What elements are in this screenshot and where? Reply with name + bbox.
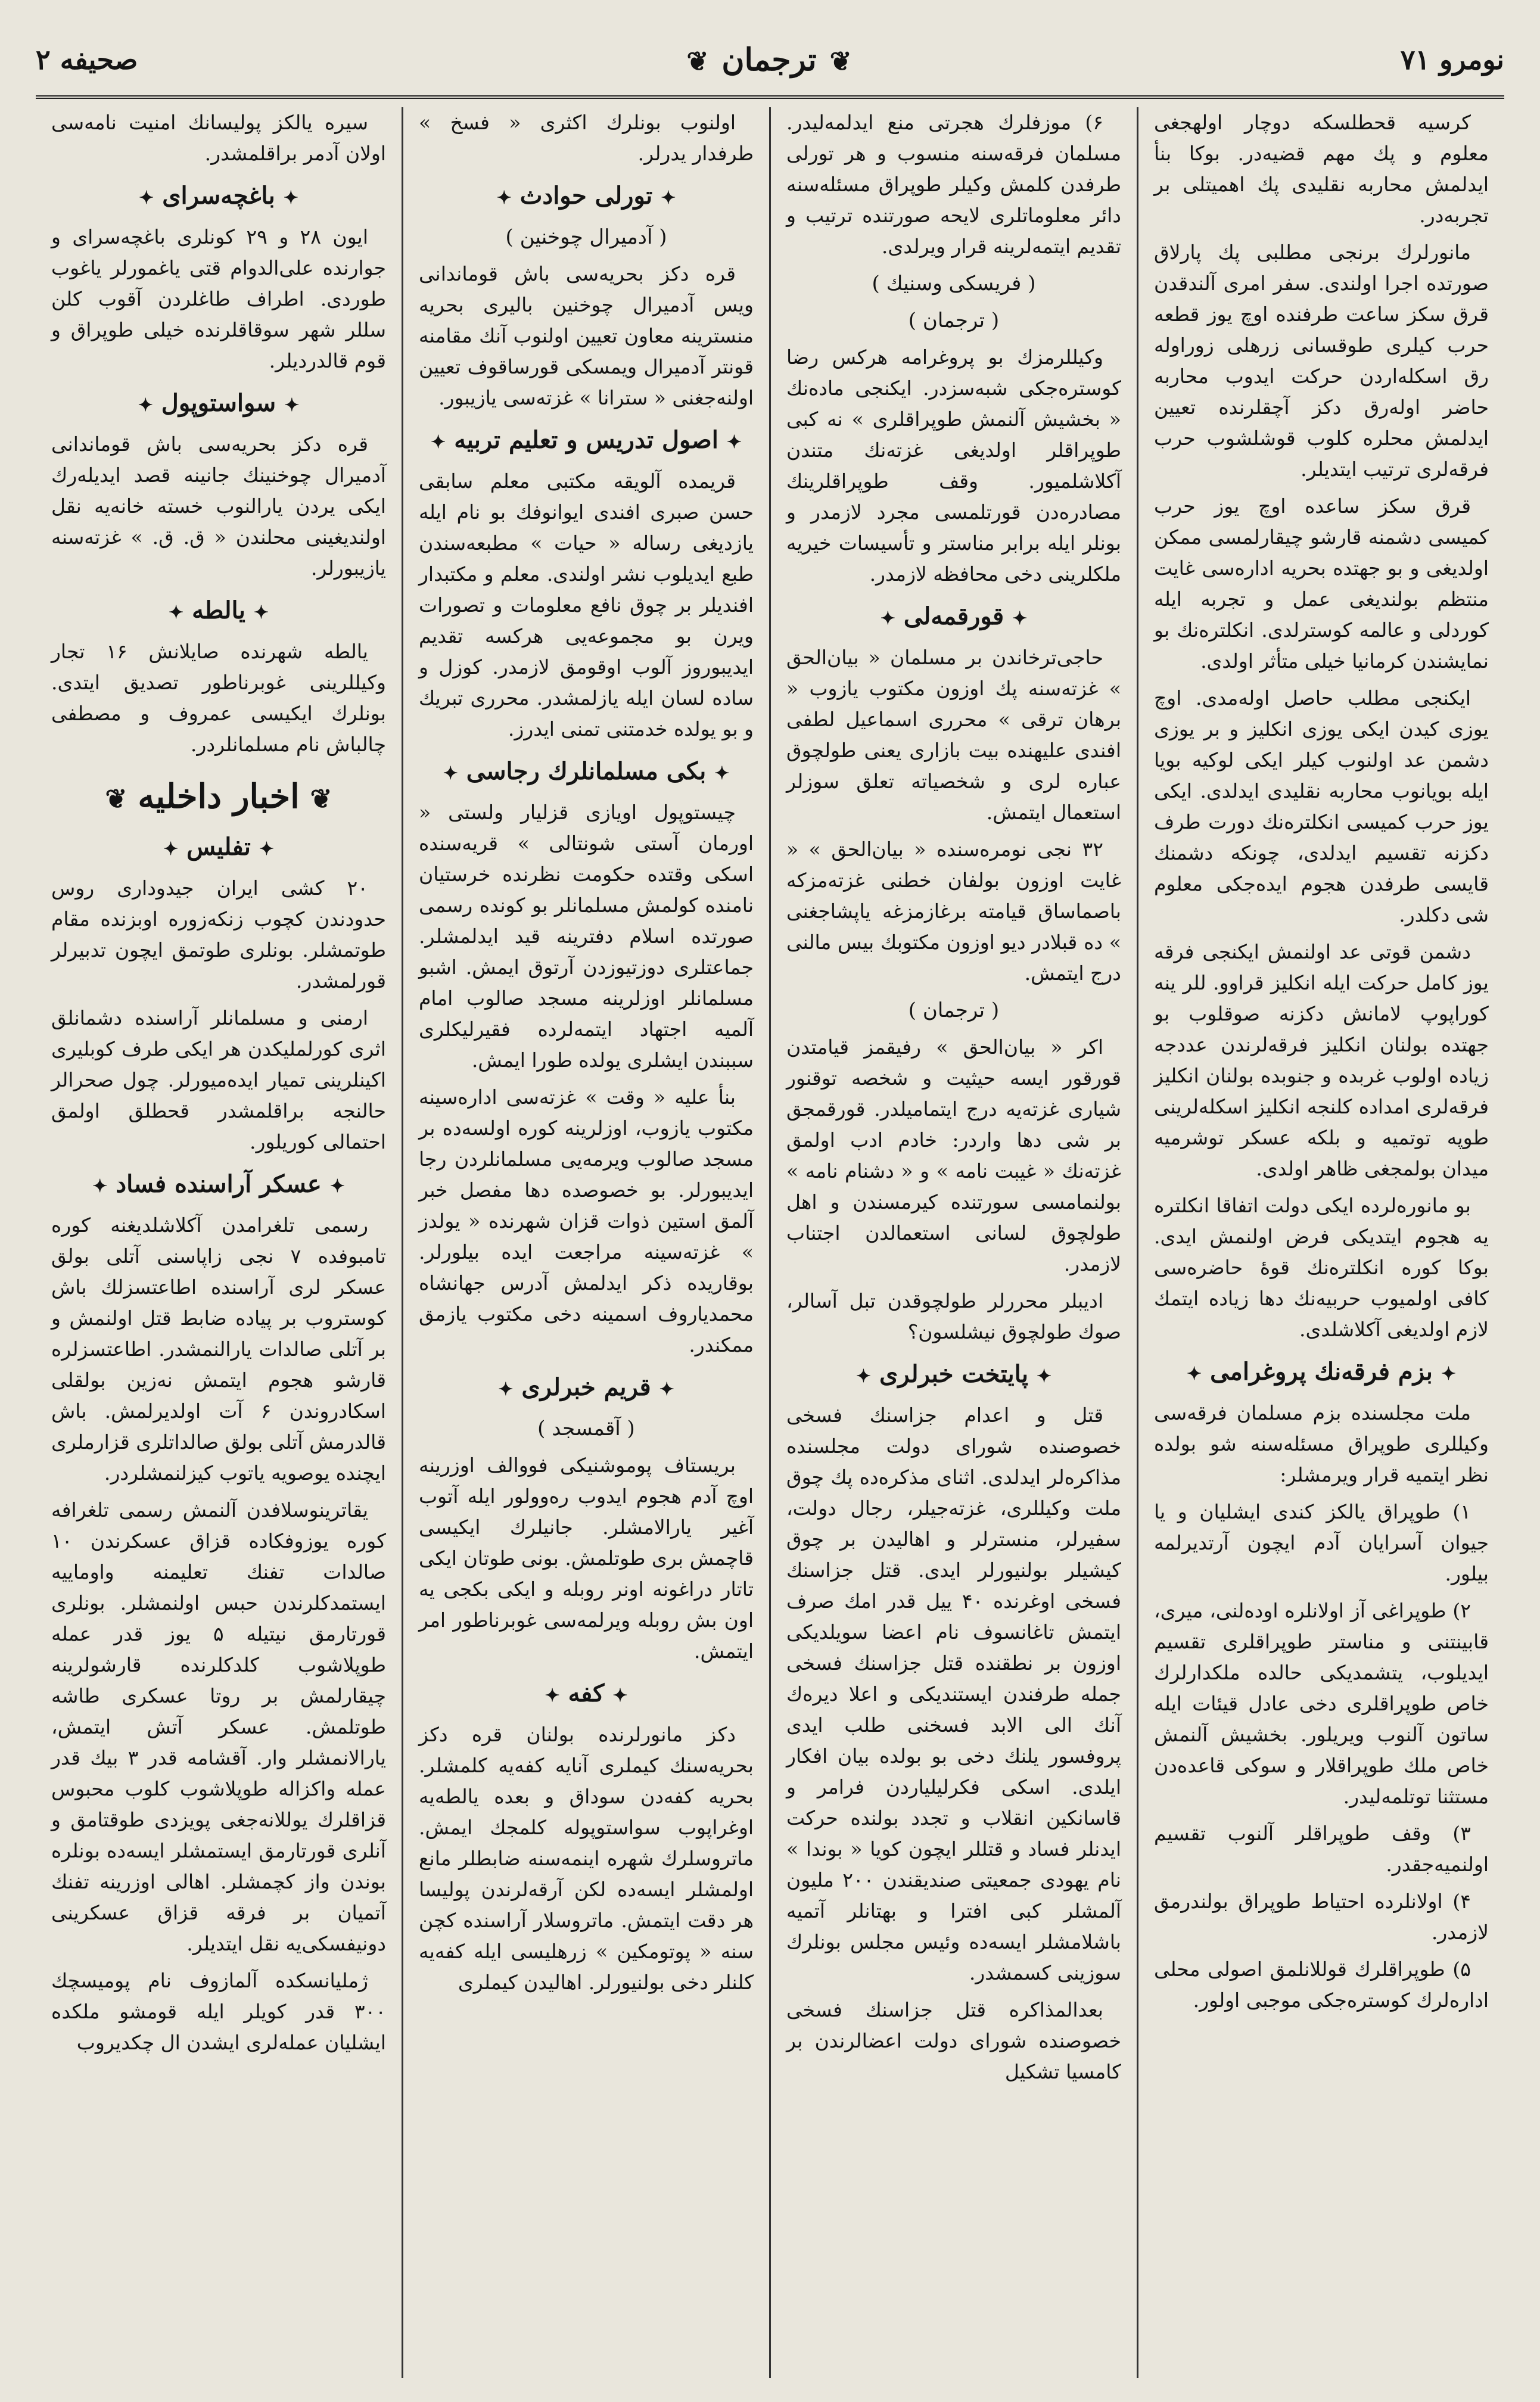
- paragraph: ۶) موزفلرك هجرتی منع ایدلمه‌لیدر. مسلمان فرقەسنه منسوب و هر تورلی طرفدن کلمش وکیلر طوپراق مسئله‌سنه دائر معلوماتلری لایحه صورتنده ترتیب و تقدیم ایتمه‌لرینه قرار ویرلدی.: [786, 111, 1121, 258]
- newspaper-title: ❦ ترجمان ❦: [673, 42, 864, 78]
- section-heading: ✦ عسکر آراسنده فساد ✦: [51, 1168, 386, 1203]
- masthead: [36, 24, 1504, 99]
- paragraph: بریستاف پوموشنیکی فووالف اوزرینه اوچ آدم هجوم ایدوب رەوولور ایله آتوب آغیر یارالامشلر. جانیلرك ایکیسی قاچمش بری طوتلمش. بونی طوتان ایکی تاتار دراغونه اونر روبله و ایکی بکجی یه اون بش روبله ویرلمه‌سی غوبرناطور امر ایتمش.: [419, 1454, 754, 1663]
- paragraph: ملت مجلسنده بزم مسلمان فرقەسی وکیللری طوپراق مسئله‌سنه شو بولده نظر ایتمیه قرار ویرمشلر:: [1154, 1401, 1489, 1486]
- paragraph: یقاترینوسلافدن آلنمش رسمی تلغرافه کوره یوزوفکاده قزاق عسکرندن ۱۰ صالدات تفنك تعلیمنه واوماییه ایستمدکلرندن حبس اولنمشلر. بونلری قورتارمق نیتیله ۵ یوز قدر عمله طوپلاشوب کلدکلرنده قارشولرینه چیقارلمش بر روتا عسکری طاشه طوتلمش. عسکر آتش ایتمش، یارالانمشلر وار. آقشامه قدر ۳ بیك قدر عمله واکزاله طوپلاشوب کلوب محبوس قزاقلرك یوللانه‌جغی پویزدی طوقتامق و آنلری قورتارمق ایستمشلر ایسه‌ده بونلره بوندن واز کچمشلر. اهالی اوزرینه تفنك آتمیان بر فرقه قزاق عسکرینی دونیفسکی‌یه نقل ایتدیلر.: [51, 1498, 386, 1955]
- paragraph: دکز مانورلرنده بولنان قره دکز بحریه‌سنك کیملری آنا‌یه کفه‌یه کلمشلر. بحریه کفەدن سوداق و بعده یالطه‌یه اوغراپوب سواستوپوله کلمجك ایمش. ماتروسلرك شهره اینمه‌سنه ضابطلر مانع اولمشلر ایسه‌ده لکن آرقەلرندن پولیسا هر دقت ایتمش. ماتروسلار آراسنده کچن سنه « پوتومکین » زرهلیسی ایله کفه‌یه کلنلر دخی بولنیورلر. اهالیدن کیملری: [419, 1723, 754, 1994]
- paragraph: رسمی تلغرامدن آکلاشلدیغنه کوره تامبوفده ۷ نجی زاپاسنی آتلی بولق عسکر لری آراسنده اطاعتسزلك باش کوستروب بر پیاده ضابط قتل اولنمش و بر آتلی صالدات یارالنمشدر. اطاعتسزلره قارشو هجوم ایتمش نەزین بولقلی اسکادروندن ۶ آت اولدیرلمش. باش قالدرمش آتلی بولق صالداتلری قزارملری ایچنده یوصویه یاتوب کیزلنمشلردر.: [51, 1214, 386, 1485]
- paragraph: قتل و اعدام جزاسنك فسخی خصوصنده شورای دولت مجلسنده مذاکره‌لر ایدلدی. اثنای مذکره‌ده پك چوق ملت وکیللری، غزته‌جیلر، رجال دولت، سفیرلر، منسترلر و اهالیدن بر چوق کیشیلر بولنیورلر ایدی. قتل جزاسنك فسخی اوغرنده ۴۰ ییل قدر امك صرف ایتمش تاغانسوف نام اعضا سویلدیکی اوزون بر نطقنده قتل جزاسنك فسخی جمله طرفندن ایستندیکی و اعلا دیرەك آنك الی الابد فسخنی طلب ایدی پروفسور یلنك دخی بو بولده بیان افکار ایلدی. اسکی فکرلیلیاردن فرامر و قاسانکین انقلاب و تجدد بولنده حرکت ایدنلر فساد و قتللر ایچون کویا « بوندا » نام یهودی جمعیتی صندیقندن ۲۰۰ ملیون آلمشلر کبی افترا و بهتانلر آتمیه باشلامشلر ایسه‌ده وئیس مجلس بونلرك سوزینی کسمشدر.: [786, 1404, 1121, 1984]
- paragraph: ۲) طوپراغی آز اولانلره اودەلنی، میری، قابینتنی و مناستر طوپراقلری تقسیم ایدیلوب، یتشمدیکی حالده ملکدارلرك خاص طوپراقلری دخی عادل قیئات ایله ساتون آلنوب ویریلور. بخشیش آلنمش خاص ملك طوپراقلار و سوکی قاعدەدن مستثنا توتلمه‌لیدر.: [1154, 1599, 1489, 1808]
- paragraph: مانورلرك برنجی مطلبی پك پارلاق صورتده اجرا اولندی. سفر امری آلندقدن قرق سکز ساعت طرفنده اوچ یوز قطعه حرب کیلری طوقسانی زرهلی زوراوله رق اسکله‌اردن حرکت ایدوب محاربه حاضر اولەرق دکز آچقلرنده تعیین ایدلمش محلره کلوب قوشلشوب حرب فرقه‌لری ترتیب ایتدیلر.: [1154, 241, 1489, 481]
- paragraph: ۳) وقف طوپراقلر آلنوب تقسیم اولنمیه‌جقدر.: [1154, 1822, 1489, 1876]
- section-heading: ✦ قورقمه‌لی ✦: [786, 600, 1121, 635]
- paragraph: ۳۲ نجی نومرەسنده « بیان‌الحق » « غایت اوزون بولفان خطنی غزته‌مزکه باصماساق قیامته برغازمزغه یاپشاجغنی » ده قبلادر دیو اوزون مکتوبك بیس مالنی درج ایتمش.: [786, 838, 1121, 985]
- section-heading: ✦ باغچه‌سرای ✦: [51, 180, 386, 214]
- section-heading: ✦ تورلی حوادث ✦: [419, 180, 754, 214]
- paragraph: بنأ علیه « وقت » غزته‌سی ادارەسینه مکتوب یازوب، اوزلرینه کوره اولسه‌ده بر مسجد صالوب ویرمه‌یی مسلمانلردن رجا ایدیبورلر. بو خصوصده دها مفصل خبر آلمق استین ذوات قزان شهرنده « یولدز » غزته‌سینه مراجعت ایده بیلورلر. بوقاریده ذکر ایدلمش آدرس جهانشاه محمدیاروف اسمینه دخی مکتوب یازمق ممکندر.: [419, 1085, 754, 1356]
- major-heading: ❦ اخبار داخلیه ❦: [51, 776, 386, 820]
- section-heading: ✦ کفه ✦: [419, 1678, 754, 1712]
- paragraph: بو مانورەلرده ایکی دولت اتفاقا انکلتره یه هجوم ایتدیکی فرض اولنمش ایدی. بوکا کوره انکلترەنك قوۀ حاضرەسی کافی اولمیوب حربیەنك دها زیاده ایتمك لازم اولدیغی آکلاشلدی.: [1154, 1194, 1489, 1341]
- byline: ( ترجمان ): [786, 995, 1121, 1026]
- section-heading: ✦ اصول تدریس و تعلیم تربیه ✦: [419, 424, 754, 459]
- paragraph: ۴) اولانلرده احتیاط طوپراق بولندرمق لازمدر.: [1154, 1890, 1489, 1944]
- subheading: ( آدمیرال چوخنین ): [419, 222, 754, 253]
- paragraph: ۲۰ کشی ایران جیدوداری روس حدودندن کچوب زنکه‌زوره اوبزنده مقام طوتمشلر. بونلری طوتمق ایچون تدبیرلر قورلمشدر.: [51, 876, 386, 992]
- section-heading: ✦ بزم فرقه‌نك پروغرامی ✦: [1154, 1356, 1489, 1390]
- section-heading: ✦ یالطه ✦: [51, 595, 386, 629]
- paragraph: ژملیانسکده آلمازوف نام پومیسچك ۳۰۰ قدر کویلر ایله قومشو ملکده ایشلیان عملەلری ایشدن ال چکدیروب: [51, 1969, 386, 2054]
- subheading: ( آقمسجد ): [419, 1413, 754, 1444]
- paragraph: وکیللرمزك بو پروغرامه هرکس رضا کوسترەجکی شبه‌سزدر. ایکنجی مادەنك « بخشیش آلنمش طوپراقلری » نه کبی طوپراقلر اولدیغی غزته‌نك متندن آکلاشلمیور. وقف طوپراقلرینك مصادرەدن قورتلمسی مجرد لازمدر و بونلر ایله برابر مناستر و تأسیسات خیریه ملکلرینی دخی محافظه لازمدر.: [786, 346, 1121, 586]
- column-3: [402, 107, 769, 2378]
- section-heading: ✦ قریم خبرلری ✦: [419, 1371, 754, 1406]
- section-heading: ✦ سواستوپول ✦: [51, 387, 386, 422]
- issue-number: نومرو ۷۱: [1400, 43, 1504, 76]
- column-1: [1137, 107, 1504, 2378]
- paragraph: ایکنجی مطلب حاصل اولەمدی. اوچ یوزی کیدن ایکی یوزی انکلیز و بر یوزی دشمن عد اولنوب کیلر ایکی لوکیه بویا ایله بویانوب محاربه نقلیدی ایدلدی. ایکی یوز حرب کمیسی انکلترەنك دورت طرف دکزنه تقسیم ایدلدی، چونکه دشمنك قایسی طرفدن هجوم ایدەجکی معلوم شی دکلدر.: [1154, 686, 1489, 926]
- paragraph: یالطه شهرنده صایلانش ۱۶ تجار وکیللرینی غوبرناطور تصدیق ایتدی. بونلرك ایکیسی عمروف و مصطفی چالباش نام مسلمانلردر.: [51, 640, 386, 756]
- paragraph: قرق سکز ساعده اوچ یوز حرب کمیسی دشمنه قارشو چیقارلمسی ممکن اولدیغی و بو جهتده بحریه ادارەسی غایت منتظم بولندیغی عمل و تجربه ایله کوردلی و عالمه کوسترلدی. انکلترەنك بو نمایشندن کرمانیا خیلی متأثر اولدی.: [1154, 494, 1489, 673]
- paragraph: چیستوپول اویازی قزلیار ولستی « اورمان آستی شونتالی » قریه‌سنده اسکی وقتده حکومت نظرنده خرستیان نامنده کولمش مسلمانلر بو کونده رسمی صورتده اسلام دفترینه قید ایدلمشلر. جماعتلری دوزتیوزدن آرتوق ایمش. اشبو مسلمانلر اوزلرینه مسجد صالوب امام آلمیه اجتهاد ایتمه‌لرده فقیرلیکلری سببندن ایشلری یولده طورا ایمش.: [419, 801, 754, 1072]
- section-heading: ✦ بکی مسلمانلرك رجاسی ✦: [419, 755, 754, 790]
- paragraph: ارمنی و مسلمانلر آراسنده دشمانلق اثری کورلملیکدن هر ایکی طرف کوبلیری اکینلرینی تمیار ایده‌میورلر. چول صحرالر حالنجه براقلمشدر قحطلق اولمق احتمالی کوریلور.: [51, 1006, 386, 1153]
- columns: [36, 107, 1504, 2378]
- paragraph: ایون ۲۸ و ۲۹ کونلری باغچه‌سرای و جوارنده علی‌الدوام قتی یاغمورلر یاغوب طوردی. اطراف طاغلردن آقوب کلن سللر شهر سوقاقلرنده خیلی طوپراق و قوم قالدردیلر.: [51, 225, 386, 372]
- paragraph: کرسیه قحطلسکه دوچار اولهجغی معلوم و پك مهم قضیه‌در. بوکا بنأ ایدلمش محاربه نقلیدی پك اهمیتلی بر تجربه‌در.: [1154, 111, 1489, 227]
- paragraph: بعدالمذاکره قتل جزاسنك فسخی خصوصنده شورای دولت اعضالرندن بر کامسیا تشکیل: [786, 1998, 1121, 2083]
- paragraph: ادیبلر محررلر طولچوقدن تبل آسالر، صوك طولچوق نیشلسون؟: [786, 1289, 1121, 1343]
- byline: ( ترجمان ): [786, 305, 1121, 336]
- paragraph: دشمن قوتی عد اولنمش ایکنجی فرقه یوز کامل حرکت ایله انکلیز قراوو. للر ینه کوراپوپ لامانش دکزنه صوقلوب بو جهتده بولنان انکلیز فرقه‌لرندن عددجه زیاده اولوب غربده و جنوبده بولنان انکلیز فرقه‌لری امداده کلنجه انکلیز اسکله‌لرینی طوپه توتمیه و بلکه عسکر توشرمیه میدان بولمجغی ظاهر اولدی.: [1154, 940, 1489, 1180]
- paragraph: قره دکز بحریه‌سی باش قوماندانی آدمیرال چوخنینك جانینه قصد ایدیلەرك ایکی یردن یارالنوب خسته خانه‌یه نقل اولندیغینی محلندن « ق. ق. » غزته‌سنه یازیبورلر.: [51, 433, 386, 580]
- paragraph: اکر « بیان‌الحق » رفیقمز قیامتدن قورقور ایسه حیثیت و شخصه توقنور شیاری غزته‌یه درج ایتمامیلدر. قورقمجق بر شی دها واردر: خادم ادب اولمق غزته‌نك « غیبت نامه » و « دشنام نامه » بولنمامسی سورتنده کیرمسندن و اهل طولچوق لسانی استعمالدن اجتناب لازمدر.: [786, 1035, 1121, 1275]
- byline: ( فریسکی وسنیك ): [786, 268, 1121, 299]
- paragraph: حاجی‌ترخاندن بر مسلمان « بیان‌الحق » غزته‌سنه پك اوزون مکتوب یازوب « برهان ترقی » محرری اسماعیل لطفی افندی علیهنده بیت بازاری یعنی طولچوق عباره لری و شخصیاته تعلق سوزلر استعمال ایتمش.: [786, 646, 1121, 824]
- paragraph: اولنوب بونلرك اکثری « فسخ » طرفدار یدرلر.: [419, 111, 754, 165]
- page-number: صحیفه ۲: [36, 43, 138, 76]
- paragraph: قریمده آلویقه مکتبی معلم سابقی حسن صبری افندی ایوانوفك بو نام ایله یازدیغی رساله « حیات » مطبعه‌سندن طبع ایدیلوب نشر اولندی. معلم و مکتبدار افندیلر بر چوق نافع معلومات و تصورات ویرن بو مجموعه‌یی هرکسه تقدیم ایدیبوروز آلوب اوقومق لازمدر. کوزل و ساده لسان ایله یازلمشدر. محرری تبریك و بو یولده خدمتنی تمنی ایدرز.: [419, 469, 754, 740]
- section-heading: ✦ تفلیس ✦: [51, 831, 386, 866]
- section-heading: ✦ پایتخت خبرلری ✦: [786, 1358, 1121, 1393]
- paragraph: قره دکز بحریه‌سی باش قوماندانی ویس آدمیرال چوخنین بالیری بحریه منسترینه معاون تعیین اولنوب آنك مقامنه قونتر آدمیرال ویمسکی قورساقوف تعیین اولنه‌جغنی « سترانا » غزته‌سی یازیبور.: [419, 262, 754, 409]
- column-4: [36, 107, 402, 2378]
- column-2: [769, 107, 1137, 2378]
- paragraph: ۱) طوپراق یالکز کندی ایشلیان و یا جیوان آسرایان آدم ایچون آرتدیرلمه بیلور.: [1154, 1500, 1489, 1585]
- paragraph: سیره یالکز پولیسانك امنیت نامه‌سی اولان آدمر براقلمشدر.: [51, 111, 386, 165]
- paragraph: ۵) طوپراقلرك قوللانلمق اصولی محلی ادارەلرك کوسترەجکی موجبی اولور.: [1154, 1958, 1489, 2012]
